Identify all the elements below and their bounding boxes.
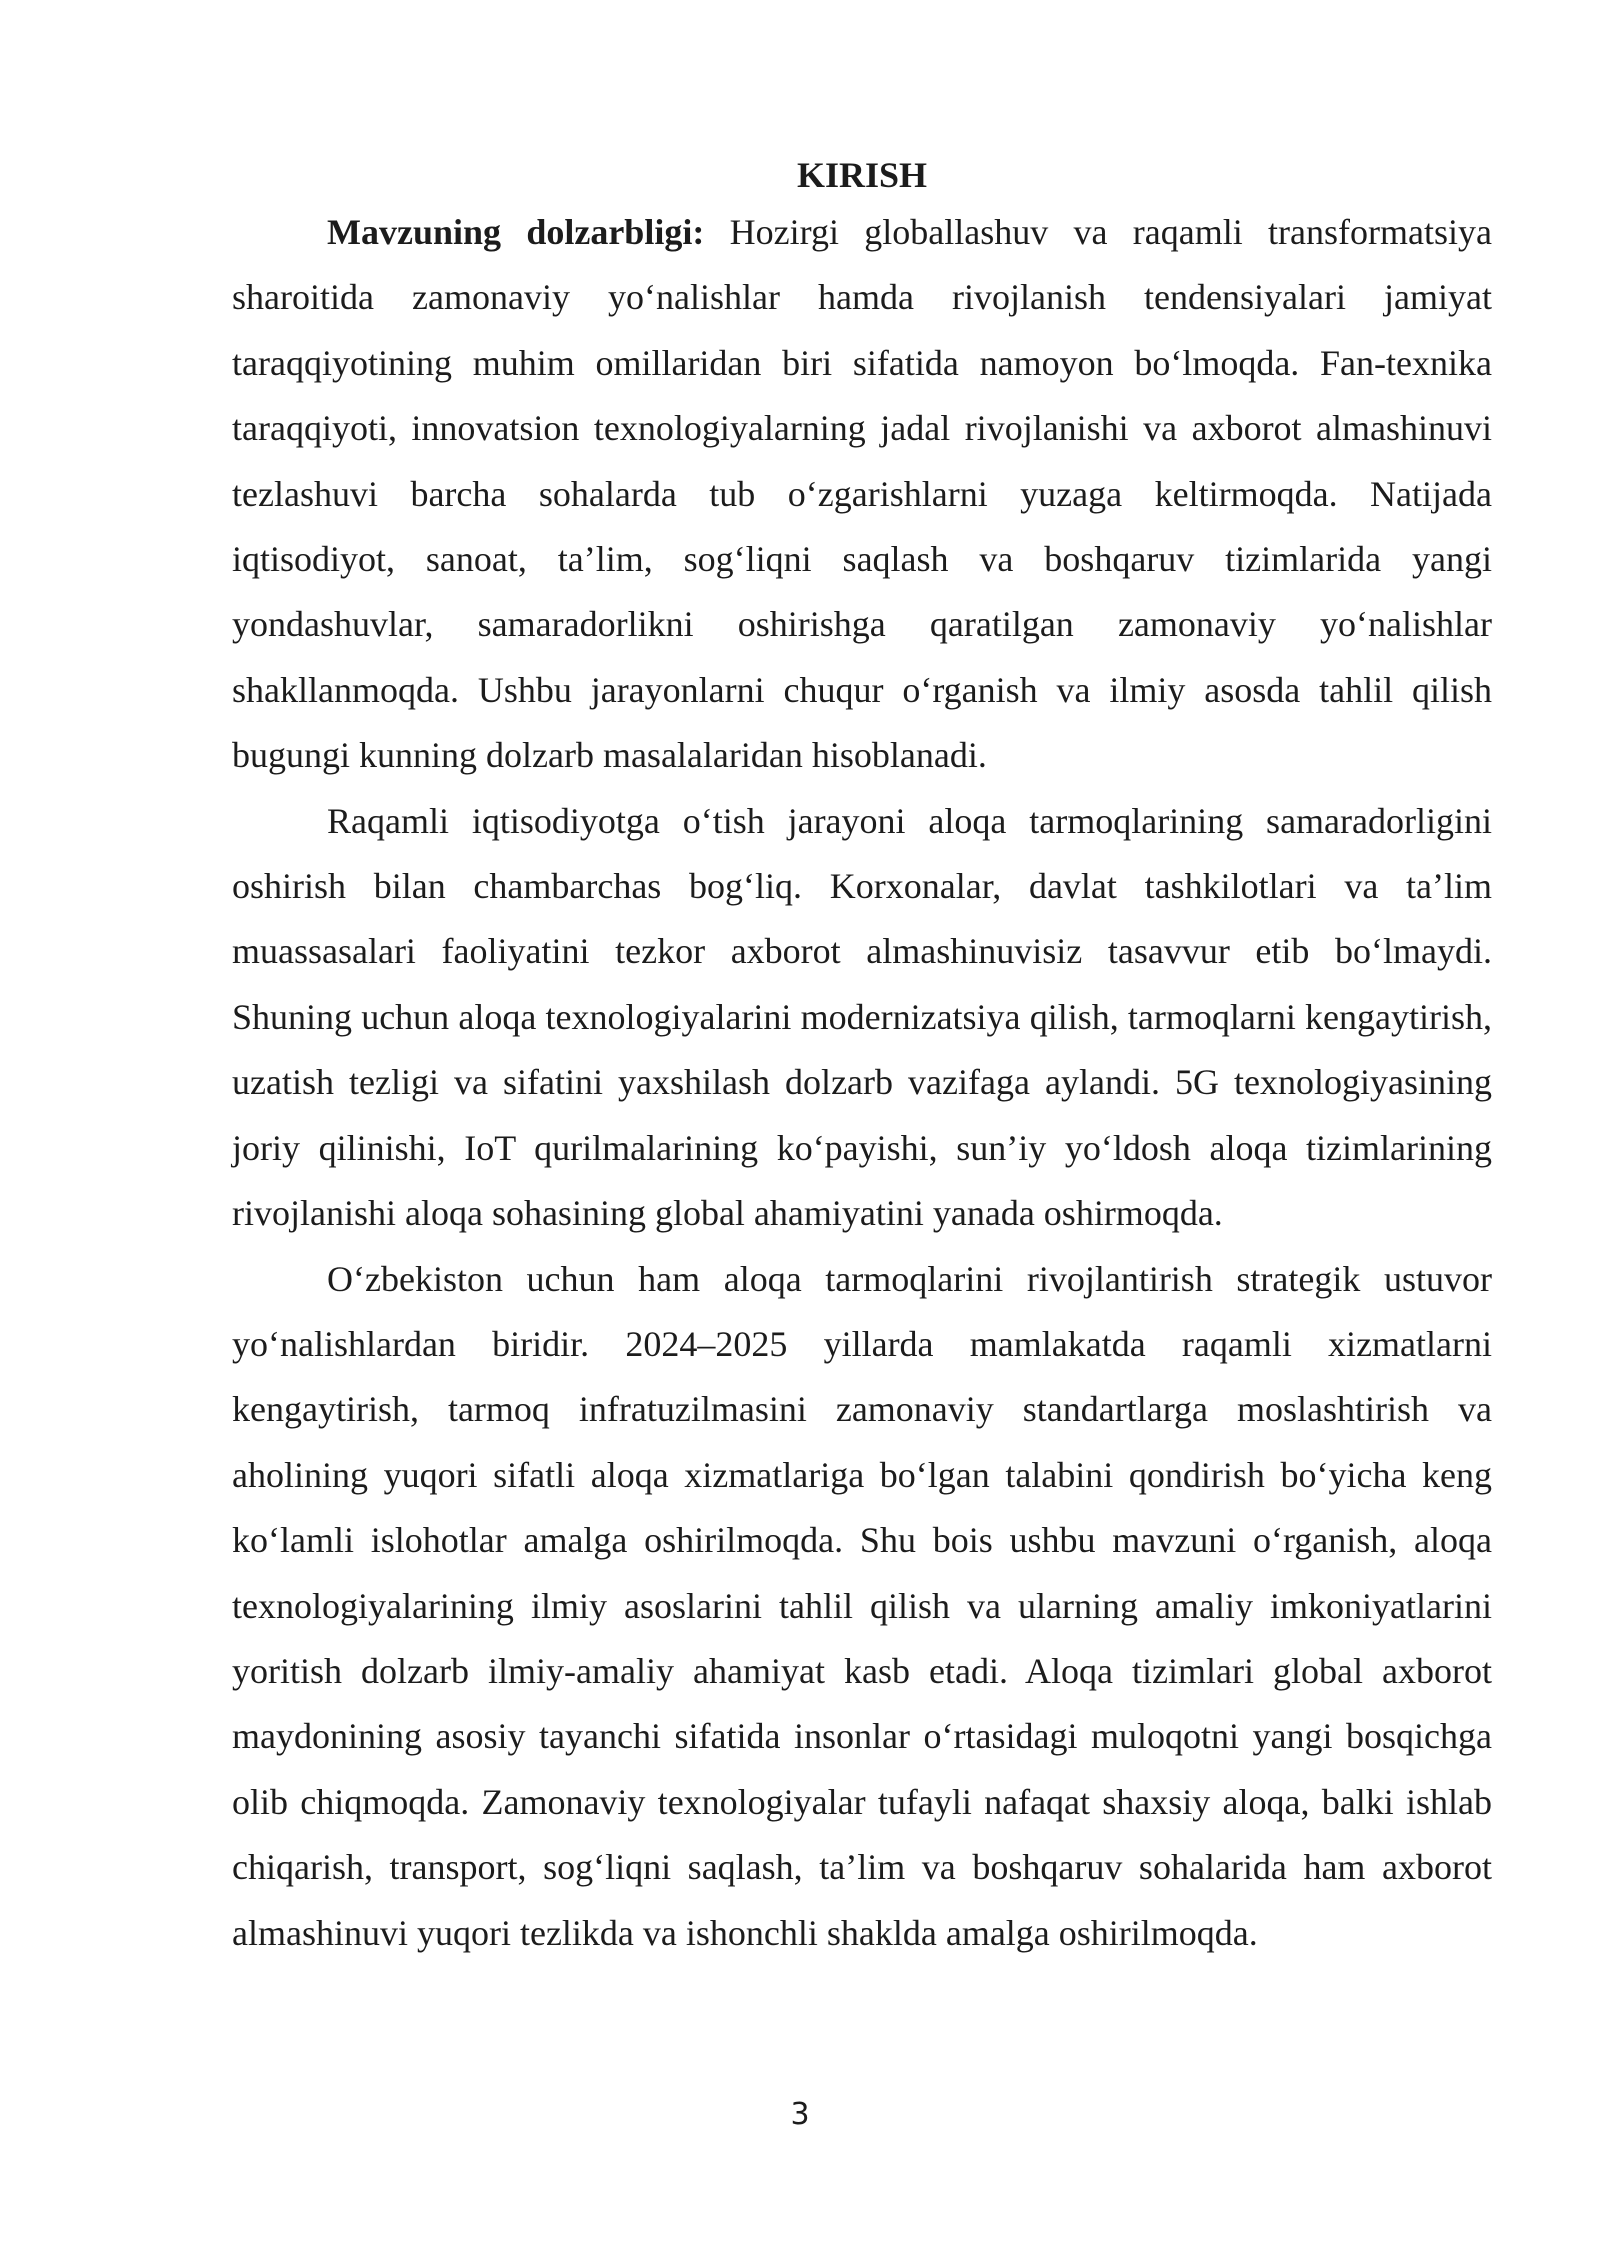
paragraph-digital-economy [232,789,1492,1247]
paragraph-uzbekistan [232,1247,1492,1966]
paragraph-body: Hozirgi globallashuv va raqamli transformatsiya sharoitida zamonaviy yo‘nalishlar hamda rivojlanish tendensiyalari jamiyat taraqqiyotining muhim omillaridan biri sifatida namoyon bo‘lmoqda. Fan-texnika taraqqiyoti, innovatsion texnologiyalarning jadal rivojlanishi va axborot almashinuvi tezlashuvi barcha sohalarda tub o‘zgarishlarni yuzaga keltirmoqda. Natijada iqtisodiyot, sanoat, ta’lim, sog‘liqni saqlash va boshqaruv tizimlarida yangi yondashuvlar, samaradorlikni oshirishga qaratilgan zamonaviy yo‘nalishlar shakllanmoqda. Ushbu jarayonlarni chuqur o‘rganish va ilmiy asosda tahlil qilish bugungi kunning dolzarb masalalaridan hisoblanadi. [232,212,1492,776]
paragraph-body: Raqamli iqtisodiyotga o‘tish jarayoni aloqa tarmoqlarining samaradorligini oshirish bilan chambarchas bog‘liq. Korxonalar, davlat tashkilotlari va ta’lim muassasalari faoliyatini tezkor axborot almashinuvisiz tasavvur etib bo‘lmaydi. Shuning uchun aloqa texnologiyalarini modernizatsiya qilish, tarmoqlarni kengaytirish, uzatish tezligi va sifatini yaxshilash dolzarb vazifaga aylandi. 5G texnologiyasining joriy qilinishi, IoT qurilmalarining ko‘payishi, sun’iy yo‘ldosh aloqa tizimlarining rivojlanishi aloqa sohasining global ahamiyatini yanada oshirmoqda. [232,800,1492,1234]
paragraph-body: O‘zbekiston uchun ham aloqa tarmoqlarini rivojlantirish strategik ustuvor yo‘nalishlardan biridir. 2024–2025 yillarda mamlakatda raqamli xizmatlarni kengaytirish, tarmoq infratuzilmasini zamonaviy standartlarga moslashtirish va aholining yuqori sifatli aloqa xizmatlariga bo‘lgan talabini qondirish bo‘yicha keng ko‘lamli islohotlar amalga oshirilmoqda. Shu bois ushbu mavzuni o‘rganish, aloqa texnologiyalarining ilmiy asoslarini tahlil qilish va ularning amaliy imkoniyatlarini yoritish dolzarb ilmiy-amaliy ahamiyat kasb etadi. Aloqa tizimlari global axborot maydonining asosiy tayanchi sifatida insonlar o‘rtasidagi muloqotni yangi bosqichga olib chiqmoqda. Zamonaviy texnologiyalar tufayli nafaqat shaxsiy aloqa, balki ishlab chiqarish, transport, sog‘liqni saqlash, ta’lim va boshqaruv sohalarida ham axborot almashinuvi yuqori tezlikda va ishonchli shaklda amalga oshirilmoqda. [232,1258,1492,1953]
page-number: 3 [790,2097,810,2132]
section-title: KIRISH [796,155,928,195]
page-content [232,150,1492,1966]
paragraph-relevance [232,200,1492,789]
paragraph-lead: Mavzuning dolzarbligi: [327,212,705,252]
